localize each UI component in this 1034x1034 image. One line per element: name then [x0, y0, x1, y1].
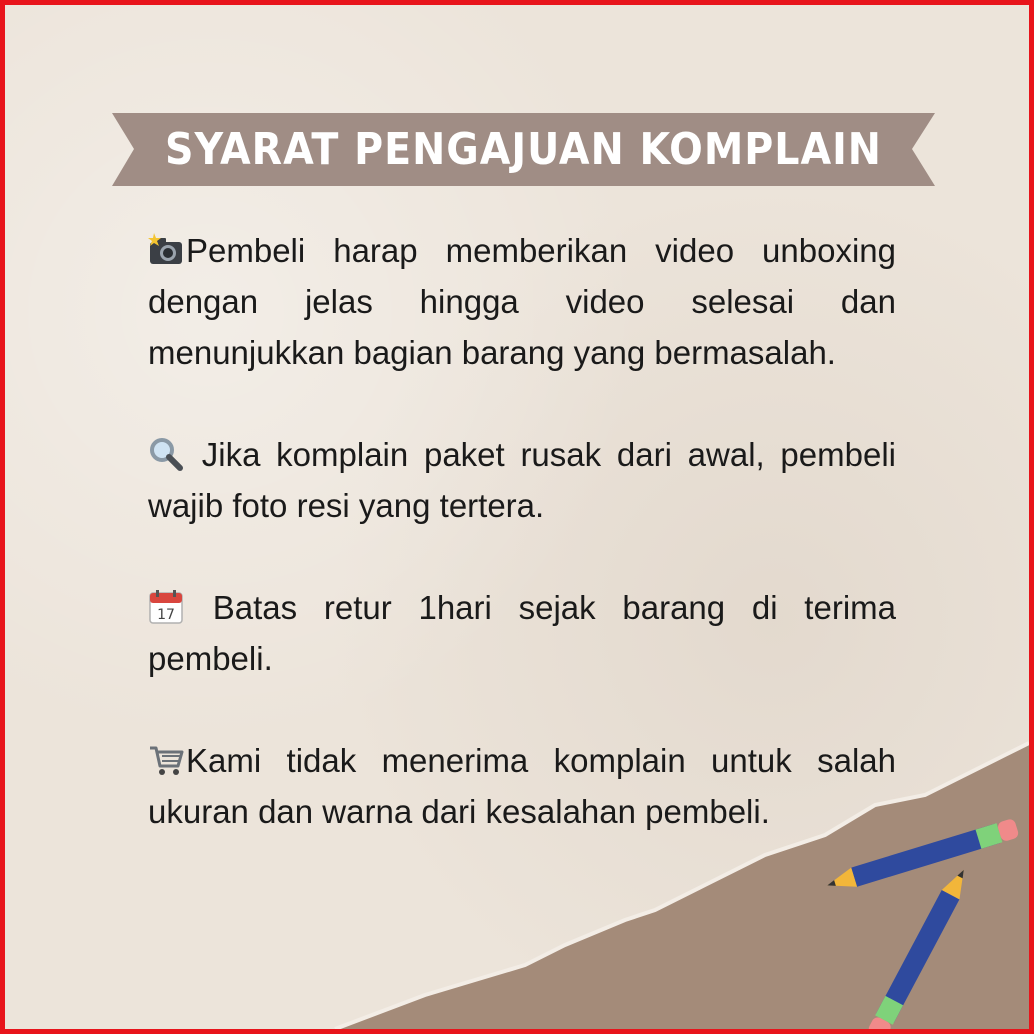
calendar-icon: [148, 588, 184, 624]
camera-flash-icon: [148, 231, 184, 267]
list-item: [148, 582, 896, 684]
item-text: Kami tidak menerima komplain untuk salah ukuran dan warna dari kesalahan pembeli.: [148, 742, 896, 830]
svg-text:17: 17: [157, 607, 175, 623]
page-title: SYARAT PENGAJUAN KOMPLAIN: [165, 124, 882, 175]
pencils-decoration: [805, 795, 1034, 1034]
item-text: Batas retur 1hari sejak barang di terima pembeli.: [148, 589, 896, 677]
list-item: [148, 429, 896, 531]
item-text: Pembeli harap memberikan video unboxing dengan jelas hingga video selesai dan menunjukkan bagian barang yang bermasalah.: [148, 232, 896, 371]
requirements-list: [148, 225, 896, 888]
list-item: [148, 735, 896, 837]
shopping-cart-icon: [148, 741, 184, 777]
list-item: [148, 225, 896, 378]
magnifier-icon: [148, 435, 184, 471]
item-text: Jika komplain paket rusak dari awal, pembeli wajib foto resi yang tertera.: [148, 436, 896, 524]
title-ribbon: [112, 113, 935, 186]
